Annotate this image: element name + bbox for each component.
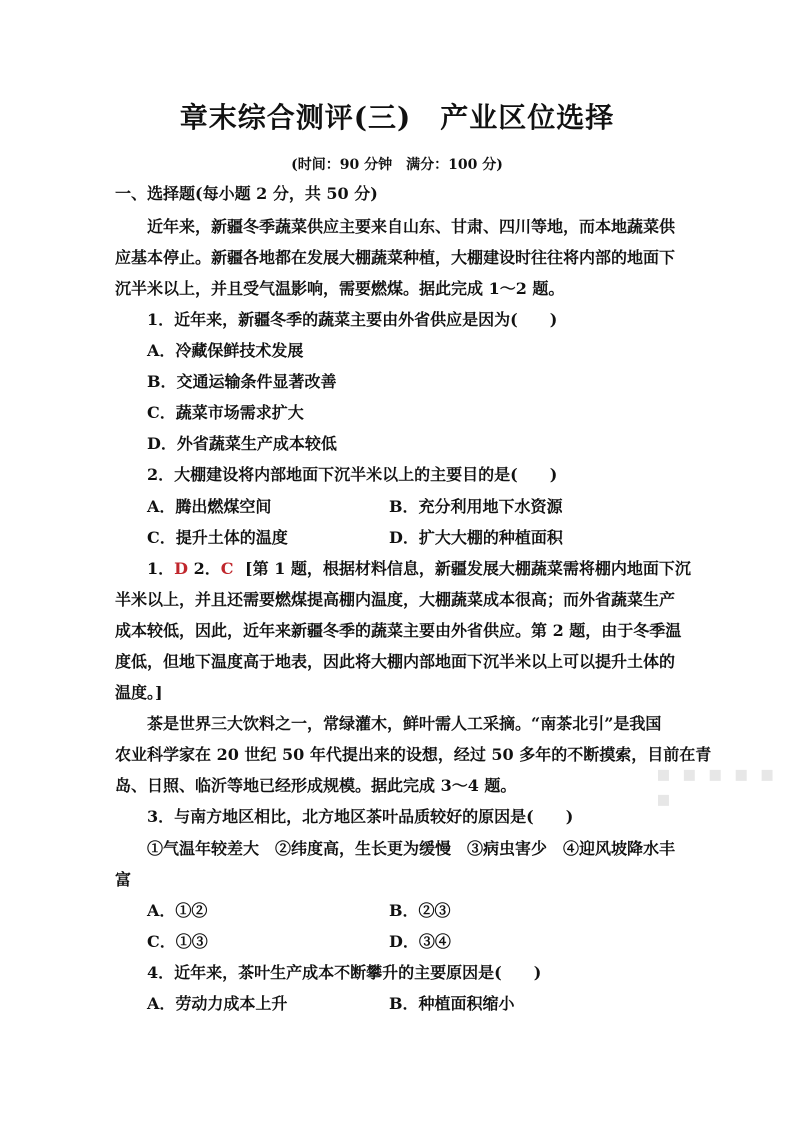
section-heading: 一、选择题(每小题 2 分，共 50 分) xyxy=(115,184,378,203)
answer-1-2-line2: 半米以上，并且还需要燃煤提高棚内温度，大棚蔬菜成本很高；而外省蔬菜生产 xyxy=(115,590,676,609)
answer-number-1: 1． xyxy=(147,559,175,578)
question-3-option-c: C．①③ xyxy=(147,932,208,951)
question-2-option-a: A．腾出燃煤空间 xyxy=(147,497,272,516)
answer-1-2-line1 xyxy=(147,559,691,579)
answer-key-2: C xyxy=(220,559,234,578)
question-1-option-c: C．蔬菜市场需求扩大 xyxy=(147,403,304,422)
question-3-statements-line1: ①气温年较差大 ②纬度高，生长更为缓慢 ③病虫害少 ④迎风坡降水丰 xyxy=(147,839,676,858)
answer-1-2-line4: 度低，但地下温度高于地表，因此将大棚内部地面下沉半米以上可以提升土体的 xyxy=(115,652,676,671)
answer-1-2-line3: 成本较低，因此，近年来新疆冬季的蔬菜主要由外省供应。第 2 题，由于冬季温 xyxy=(115,621,682,640)
watermark: ▪ ▪ ▪ ▪ ▪ ▪ xyxy=(656,762,777,812)
question-1-stem: 1．近年来，新疆冬季的蔬菜主要由外省供应是因为( ) xyxy=(147,310,558,329)
question-3-option-d: D．③④ xyxy=(389,932,451,951)
passage2-line3: 岛、日照、临沂等地已经形成规模。据此完成 3～4 题。 xyxy=(115,776,517,795)
question-2-stem: 2．大棚建设将内部地面下沉半米以上的主要目的是( ) xyxy=(147,465,558,484)
passage1-line2: 应基本停止。新疆各地都在发展大棚蔬菜种植，大棚建设时往往将内部的地面下 xyxy=(115,248,676,267)
question-3-option-a: A．①② xyxy=(147,901,208,920)
question-3-option-b: B．②③ xyxy=(389,901,451,920)
passage1-line3: 沉半米以上，并且受气温影响，需要燃煤。据此完成 1～2 题。 xyxy=(115,279,565,298)
question-1-option-a: A．冷藏保鲜技术发展 xyxy=(147,341,304,360)
question-4-stem: 4．近年来，茶叶生产成本不断攀升的主要原因是( ) xyxy=(147,963,542,982)
question-2-option-c: C．提升土体的温度 xyxy=(147,528,288,547)
question-3-stem: 3．与南方地区相比，北方地区茶叶品质较好的原因是( ) xyxy=(147,807,574,826)
answer-key-1: D xyxy=(174,559,189,578)
time-score-subtitle: (时间：90 分钟 满分：100 分) xyxy=(291,157,503,173)
question-2-option-d: D．扩大大棚的种植面积 xyxy=(389,528,563,547)
question-4-option-a: A．劳动力成本上升 xyxy=(147,994,288,1013)
question-1-option-b: B．交通运输条件显著改善 xyxy=(147,372,337,391)
passage2-line2: 农业科学家在 20 世纪 50 年代提出来的设想，经过 50 多年的不断摸索，目前在青 xyxy=(115,745,712,764)
passage1-line1: 近年来，新疆冬季蔬菜供应主要来自山东、甘肃、四川等地，而本地蔬菜供 xyxy=(147,217,676,236)
page-title: 章末综合测评(三) 产业区位选择 xyxy=(179,101,615,134)
passage2-line1: 茶是世界三大饮料之一，常绿灌木，鲜叶需人工采摘。“南茶北引”是我国 xyxy=(147,714,662,733)
question-3-statements-line2: 富 xyxy=(115,870,132,889)
question-1-option-d: D．外省蔬菜生产成本较低 xyxy=(147,434,337,453)
answer-explanation-start: [第 1 题，根据材料信息，新疆发展大棚蔬菜需将棚内地面下沉 xyxy=(245,559,691,578)
answer-1-2-line5: 温度。] xyxy=(115,683,163,702)
question-4-option-b: B．种植面积缩小 xyxy=(389,994,515,1013)
answer-number-2: 2． xyxy=(193,559,221,578)
question-2-option-b: B．充分利用地下水资源 xyxy=(389,497,563,516)
